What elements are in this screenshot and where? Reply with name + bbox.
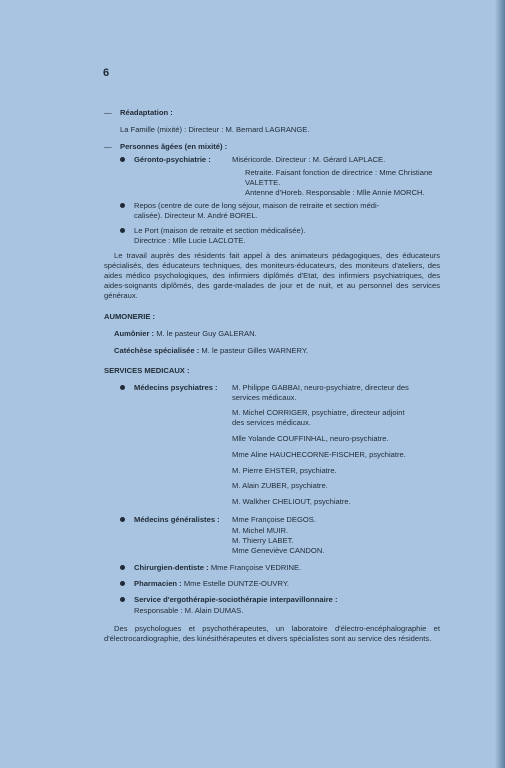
psychiatre-line: M. Alain ZUBER, psychiatre. (232, 481, 328, 490)
psychiatre-line: M. Pierre EHSTER, psychiatre. (232, 466, 337, 475)
aumonier-label: Aumônier : (114, 329, 155, 338)
geronto-line-2: Retraite. Faisant fonction de directrice : Mme Christiane (245, 168, 433, 177)
pharmacien-value: Mme Estelle DUNTZE-OUVRY. (183, 579, 290, 588)
dash-marker: — (104, 142, 112, 151)
readaptation-heading: Réadaptation : (120, 108, 173, 117)
dentiste-value: Mme Françoise VEDRINE. (210, 563, 302, 572)
aumonier-value: M. le pasteur Guy GALERAN. (156, 329, 257, 338)
psychiatre-line: Mme Aline HAUCHECORNE-FISCHER, psychiatre. (232, 450, 406, 459)
psychiatre-line: M. Michel CORRIGER, psychiatre, directeur adjoint (232, 408, 405, 417)
generalistes-label: Médecins généralistes : (134, 515, 220, 524)
catechese-label: Catéchèse spécialisée : (114, 346, 200, 355)
bullet-icon (120, 203, 125, 208)
geronto-line-3: VALETTE. (245, 178, 281, 187)
readaptation-line: La Famille (mixité) : Directeur : M. Bernard LAGRANGE. (120, 125, 310, 134)
port-line-2: Directrice : Mlle Lucie LACLOTE. (134, 236, 246, 245)
dentiste-row (134, 563, 301, 573)
bullet-icon (120, 581, 125, 586)
pharmacien-row (134, 579, 289, 589)
bullet-icon (120, 597, 125, 602)
pharmacien-label: Pharmacien : (134, 579, 182, 588)
bullet-icon (120, 385, 125, 390)
bullet-icon (120, 517, 125, 522)
personnes-agees-heading: Personnes âgées (en mixité) : (120, 142, 228, 151)
ergo-value: Responsable : M. Alain DUMAS. (134, 606, 244, 615)
page-number: 6 (103, 67, 110, 79)
psychiatre-line: M. Walkher CHELIOUT, psychiatre. (232, 497, 351, 506)
geronto-label: Géronto-psychiatrie : (134, 155, 211, 164)
psychiatre-line: des services médicaux. (232, 418, 311, 427)
ergo-label: Service d'ergothérapie-sociothérapie interpavillonnaire : (134, 595, 338, 604)
geronto-line-4: Antenne d'Horeb. Responsable : Mlle Annie MORCH. (245, 188, 425, 197)
bullet-icon (120, 228, 125, 233)
psychiatre-line: M. Philippe GABBAI, neuro-psychiatre, directeur des (232, 383, 409, 392)
port-line-1: Le Port (maison de retraite et section médicalisée). (134, 226, 306, 235)
repos-line-1: Repos (centre de cure de long séjour, maison de retraite et section médi- (134, 201, 380, 210)
dash-marker: — (104, 108, 112, 117)
psychiatres-label: Médecins psychiatres : (134, 383, 218, 392)
generaliste-line: M. Thierry LABET. (232, 536, 294, 545)
dentiste-label: Chirurgien-dentiste : (134, 563, 209, 572)
generaliste-line: M. Michel MUIR. (232, 526, 289, 535)
closing-paragraph: Des psychologues et psychothérapeutes, un laboratoire d'électro-encéphalographie et d'électrocardiographie, des kinésithérapeutes et divers spécialistes sont au service des résidents. (104, 624, 440, 644)
bullet-icon (120, 565, 125, 570)
psychiatre-line: services médicaux. (232, 393, 297, 402)
travail-paragraph: Le travail auprès des résidents fait appel à des animateurs pédagogiques, des éducateurs spécialisés, des éducateurs techniques, des moniteurs-éducateurs, des moniteurs d'ateliers, des aides médico psychologiques, des infirmiers diplômés d'Etat, des infirmiers psychiatriques, des aides-soignants diplômés, des garde-malades de jour et de nuit, et au personnel des services généraux. (104, 251, 440, 301)
repos-line-2: calisée). Directeur M. André BOREL. (134, 211, 258, 220)
aumonier-row (114, 329, 257, 339)
aumonerie-heading: AUMONERIE : (104, 312, 156, 321)
generaliste-line: Mme Geneviève CANDON. (232, 546, 325, 555)
psychiatre-line: Mlle Yolande COUFFINHAL, neuro-psychiatre. (232, 434, 389, 443)
catechese-row (114, 346, 308, 356)
services-medicaux-heading: SERVICES MEDICAUX : (104, 366, 190, 375)
catechese-value: M. le pasteur Gilles WARNERY. (201, 346, 309, 355)
bullet-icon (120, 157, 125, 162)
page-edge-shadow (495, 0, 505, 768)
geronto-line-1: Miséricorde. Directeur : M. Gérard LAPLACE. (232, 155, 386, 164)
generaliste-line: Mme Françoise DEGOS. (232, 515, 316, 524)
